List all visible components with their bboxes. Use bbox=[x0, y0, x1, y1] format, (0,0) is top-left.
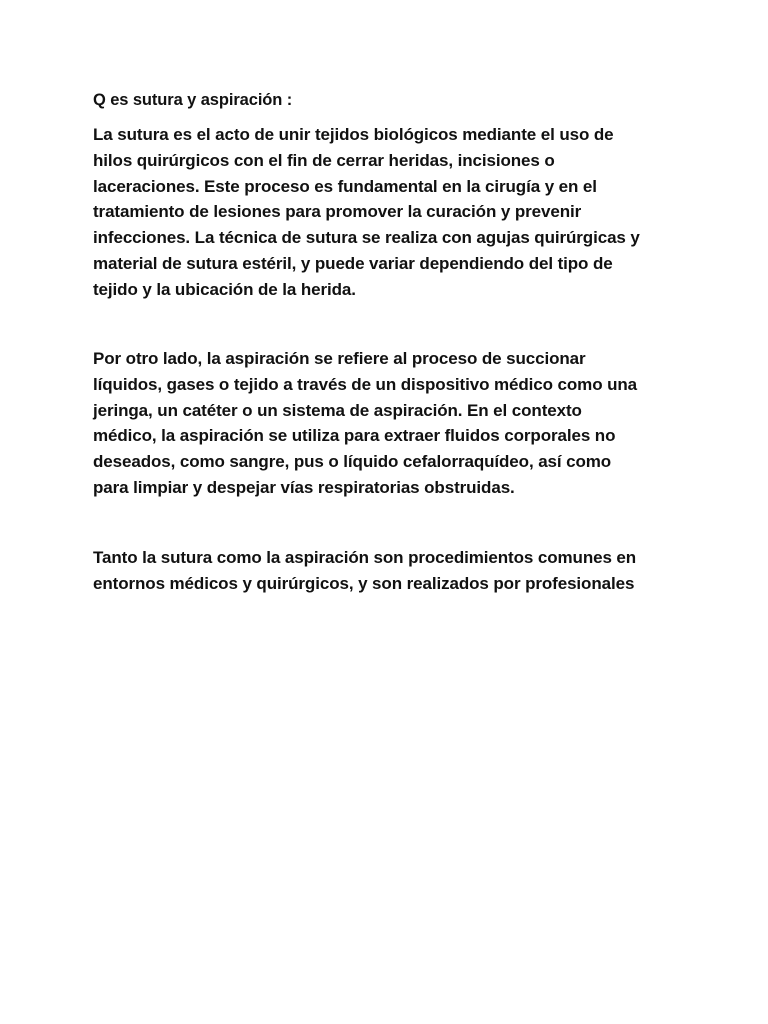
paragraph-line: La sutura es el acto de unir tejidos biológicos mediante el uso de bbox=[93, 125, 614, 144]
paragraph-line: médico, la aspiración se utiliza para extraer fluidos corporales no bbox=[93, 426, 616, 446]
document-heading: Q es sutura y aspiración : bbox=[93, 91, 293, 109]
paragraph-line: líquidos, gases o tejido a través de un dispositivo médico como una bbox=[93, 374, 638, 394]
paragraph-line: Por otro lado, la aspiración se refiere al proceso de succionar bbox=[93, 349, 586, 368]
paragraph-conclusion bbox=[93, 545, 683, 597]
paragraph-line: material de sutura estéril, y puede variar dependiendo del tipo de bbox=[93, 253, 613, 273]
paragraph-line: hilos quirúrgicos con el fin de cerrar heridas, incisiones o bbox=[93, 150, 555, 170]
paragraph-line: Tanto la sutura como la aspiración son procedimientos comunes en bbox=[93, 548, 637, 567]
paragraph-line: deseados, como sangre, pus o líquido cefalorraquídeo, así como bbox=[93, 452, 612, 472]
paragraph-sutura bbox=[93, 122, 683, 303]
paragraph-line: para limpiar y despejar vías respiratorias obstruidas. bbox=[93, 477, 515, 497]
paragraph-line: entornos médicos y quirúrgicos, y son realizados por profesionales bbox=[93, 573, 635, 593]
paragraph-line: tejido y la ubicación de la herida. bbox=[93, 279, 356, 299]
paragraph-line: jeringa, un catéter o un sistema de aspiración. En el contexto bbox=[93, 400, 582, 420]
paragraph-line: laceraciones. Este proceso es fundamental en la cirugía y en el bbox=[93, 176, 597, 196]
paragraph-line: tratamiento de lesiones para promover la curación y prevenir bbox=[93, 202, 582, 222]
paragraph-aspiracion bbox=[93, 346, 683, 501]
paragraph-line: infecciones. La técnica de sutura se realiza con agujas quirúrgicas y bbox=[93, 228, 640, 248]
